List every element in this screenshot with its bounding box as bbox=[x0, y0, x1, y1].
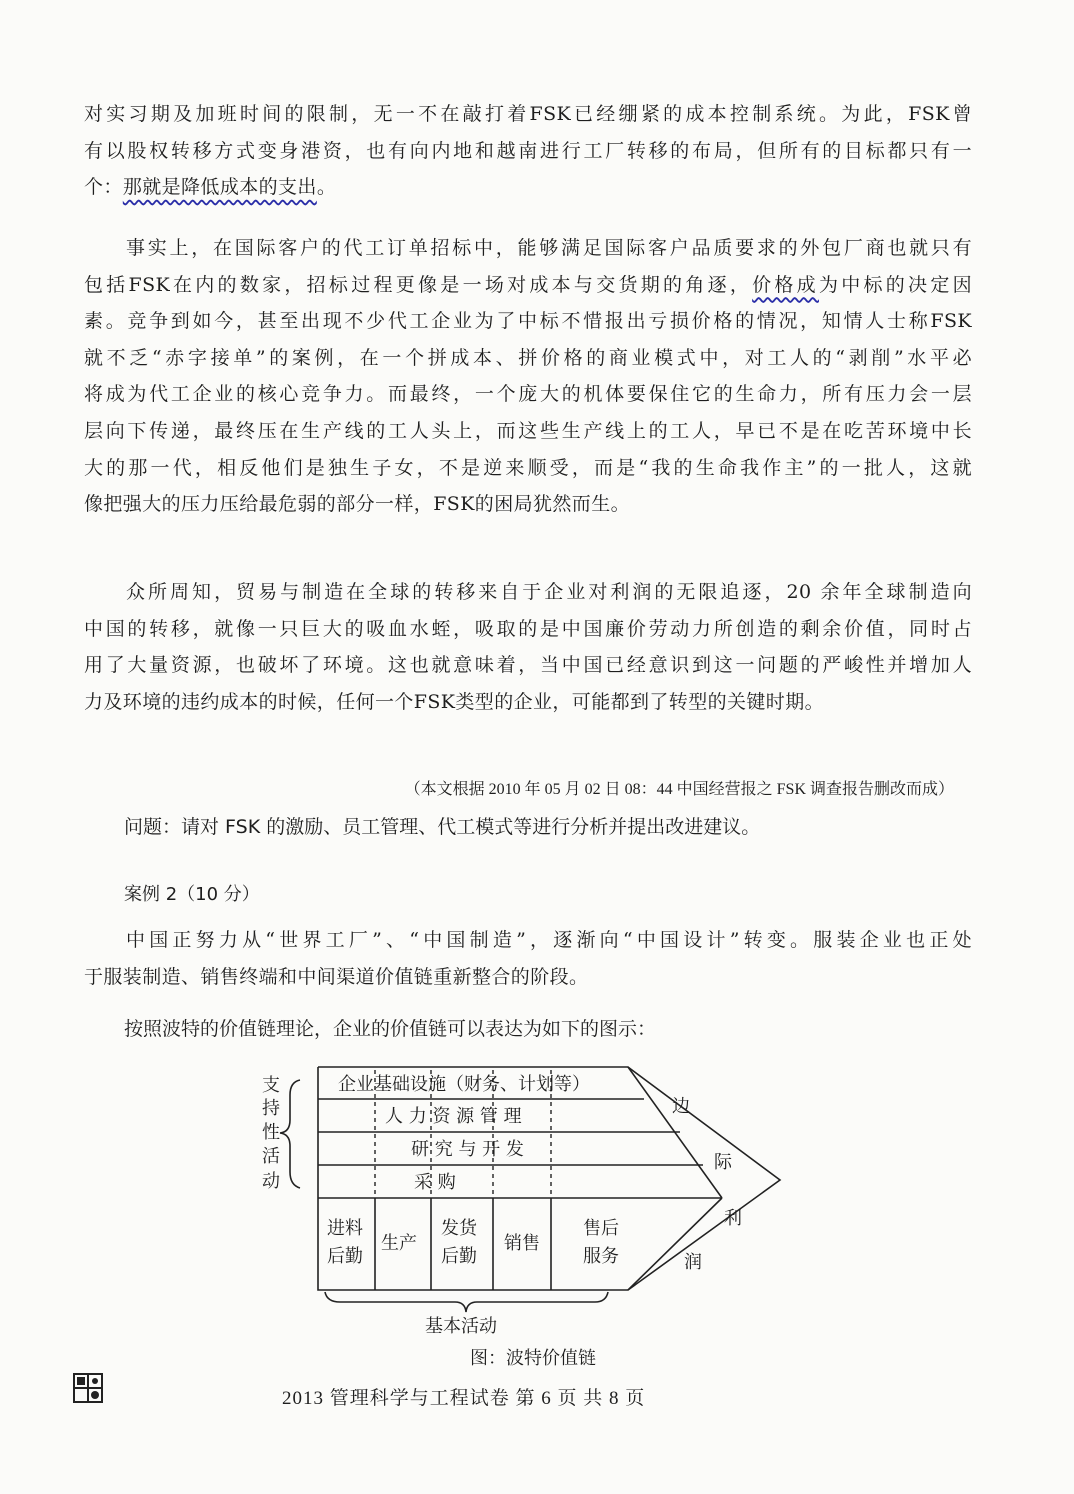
paragraph-3-line-1: 众所周知，贸易与制造在全球的转移来自于企业对利润的无限追逐，20 余年全球制造向 bbox=[126, 581, 972, 603]
support-row-hr: 人 力 资 源 管 理 bbox=[385, 1106, 522, 1127]
paragraph-2-line-4: 就不乏“赤字接单”的案例，在一个拼成本、拼价格的商业模式中，对工人的“剥削”水平必 bbox=[84, 346, 972, 369]
paragraph-3-line-3: 用了大量资源，也破坏了环境。这也就意味着，当中国已经意识到这一问题的严峻性并增加人 bbox=[84, 654, 972, 677]
paragraph-2-line-8: 像把强大的压力压给最危弱的部分一样，FSK的困局犹然而生。 bbox=[84, 493, 630, 516]
paragraph-2-line-6: 层向下传递，最终压在生产线的工人头上，而这些生产线上的工人，早已不是在吃苦环境中长 bbox=[84, 419, 972, 442]
corner-marker-icon bbox=[72, 1372, 106, 1406]
paragraph-2-line-5: 将成为代工企业的核心竞争力。而最终，一个庞大的机体要保住它的生命力，所有压力会一层 bbox=[84, 383, 972, 406]
support-label-char-4: 活 bbox=[262, 1146, 280, 1167]
underlined-phrase-price: 价格成 bbox=[752, 273, 819, 296]
case-2-lead: 按照波特的价值链理论，企业的价值链可以表达为如下的图示： bbox=[124, 1018, 657, 1040]
case-2-intro-line-1: 中国正努力从“世界工厂”、“中国制造”，逐渐向“中国设计”转变。服装企业也正处 bbox=[126, 929, 972, 951]
support-row-infrastructure: 企业基础设施（财务、计划等） bbox=[338, 1074, 590, 1095]
case-2-intro-line-2: 于服装制造、销售终端和中间渠道价值链重新整合的阶段。 bbox=[84, 965, 589, 988]
primary-brace bbox=[325, 1292, 608, 1312]
primary-inbound-2: 后勤 bbox=[327, 1246, 363, 1267]
paragraph-2-line-3: 素。竞争到如今，甚至出现不少代工企业为了中标不惜报出亏损价格的情况，知情人士称FSK bbox=[84, 310, 972, 333]
source-note: （本文根据 2010 年 05 月 02 日 08：44 中国经营报之 FSK 调查报告删改而成） bbox=[404, 781, 954, 798]
paragraph-2-line-1: 事实上，在国际客户的代工订单招标中，能够满足国际客户品质要求的外包厂商也就只有 bbox=[126, 237, 972, 259]
support-label-char-3: 性 bbox=[262, 1122, 280, 1143]
margin-char-4: 润 bbox=[684, 1252, 702, 1273]
question-text: 问题：请对 FSK 的激励、员工管理、代工模式等进行分析并提出改进建议。 bbox=[124, 816, 761, 838]
primary-inbound-1: 进料 bbox=[327, 1218, 363, 1239]
support-brace bbox=[280, 1080, 300, 1188]
margin-char-1: 边 bbox=[672, 1096, 690, 1117]
support-row-rnd: 研 究 与 开 发 bbox=[411, 1139, 524, 1160]
support-label-char-5: 动 bbox=[262, 1171, 280, 1192]
paragraph-1-lead: 个： bbox=[84, 176, 123, 199]
paragraph-1-end: 。 bbox=[316, 176, 337, 199]
primary-outbound-1: 发货 bbox=[441, 1218, 477, 1239]
underlined-phrase-cost: 那就是降低成本的支出 bbox=[122, 176, 317, 199]
primary-activities-label: 基本活动 bbox=[425, 1316, 497, 1337]
primary-sales: 销售 bbox=[504, 1233, 540, 1254]
support-label-char-2: 持 bbox=[262, 1098, 280, 1119]
diagram-caption: 图：波特价值链 bbox=[470, 1348, 596, 1369]
case-2-title: 案例 2（10 分） bbox=[124, 884, 260, 905]
support-label-char-1: 支 bbox=[262, 1075, 280, 1096]
paragraph-1-line-1: 对实习期及加班时间的限制，无一不在敲打着FSK已经绷紧的成本控制系统。为此，FSK曾 bbox=[84, 103, 972, 125]
page-footer: 2013 管理科学与工程试卷 第 6 页 共 8 页 bbox=[282, 1388, 646, 1409]
paragraph-2-line-2-b: 为中标的决定因 bbox=[818, 273, 972, 296]
paragraph-3-line-4: 力及环境的违约成本的时候，任何一个FSK类型的企业，可能都到了转型的关键时期。 bbox=[84, 690, 824, 713]
margin-char-2: 际 bbox=[714, 1152, 732, 1173]
primary-service-2: 服务 bbox=[583, 1246, 619, 1267]
primary-outbound-2: 后勤 bbox=[441, 1246, 477, 1267]
support-row-procurement: 采 购 bbox=[414, 1172, 456, 1193]
paragraph-1-line-2: 有以股权转移方式变身港资，也有向内地和越南进行工厂转移的布局，但所有的目标都只有一 bbox=[84, 139, 972, 162]
value-chain-outline bbox=[318, 1067, 780, 1290]
margin-char-3: 利 bbox=[724, 1208, 742, 1229]
primary-operations: 生产 bbox=[381, 1233, 417, 1254]
primary-service-1: 售后 bbox=[583, 1218, 619, 1239]
paragraph-2-line-7: 大的那一代，相反他们是独生子女，不是逆来顺受，而是“我的生命我作主”的一批人，这就 bbox=[84, 456, 972, 479]
paragraph-3-line-2: 中国的转移，就像一只巨大的吸血水蛭，吸取的是中国廉价劳动力所创造的剩余价值，同时占 bbox=[84, 617, 972, 640]
paragraph-2-line-2-a: 包括FSK在内的数家，招标过程更像是一场对成本与交货期的角逐， bbox=[84, 273, 753, 296]
